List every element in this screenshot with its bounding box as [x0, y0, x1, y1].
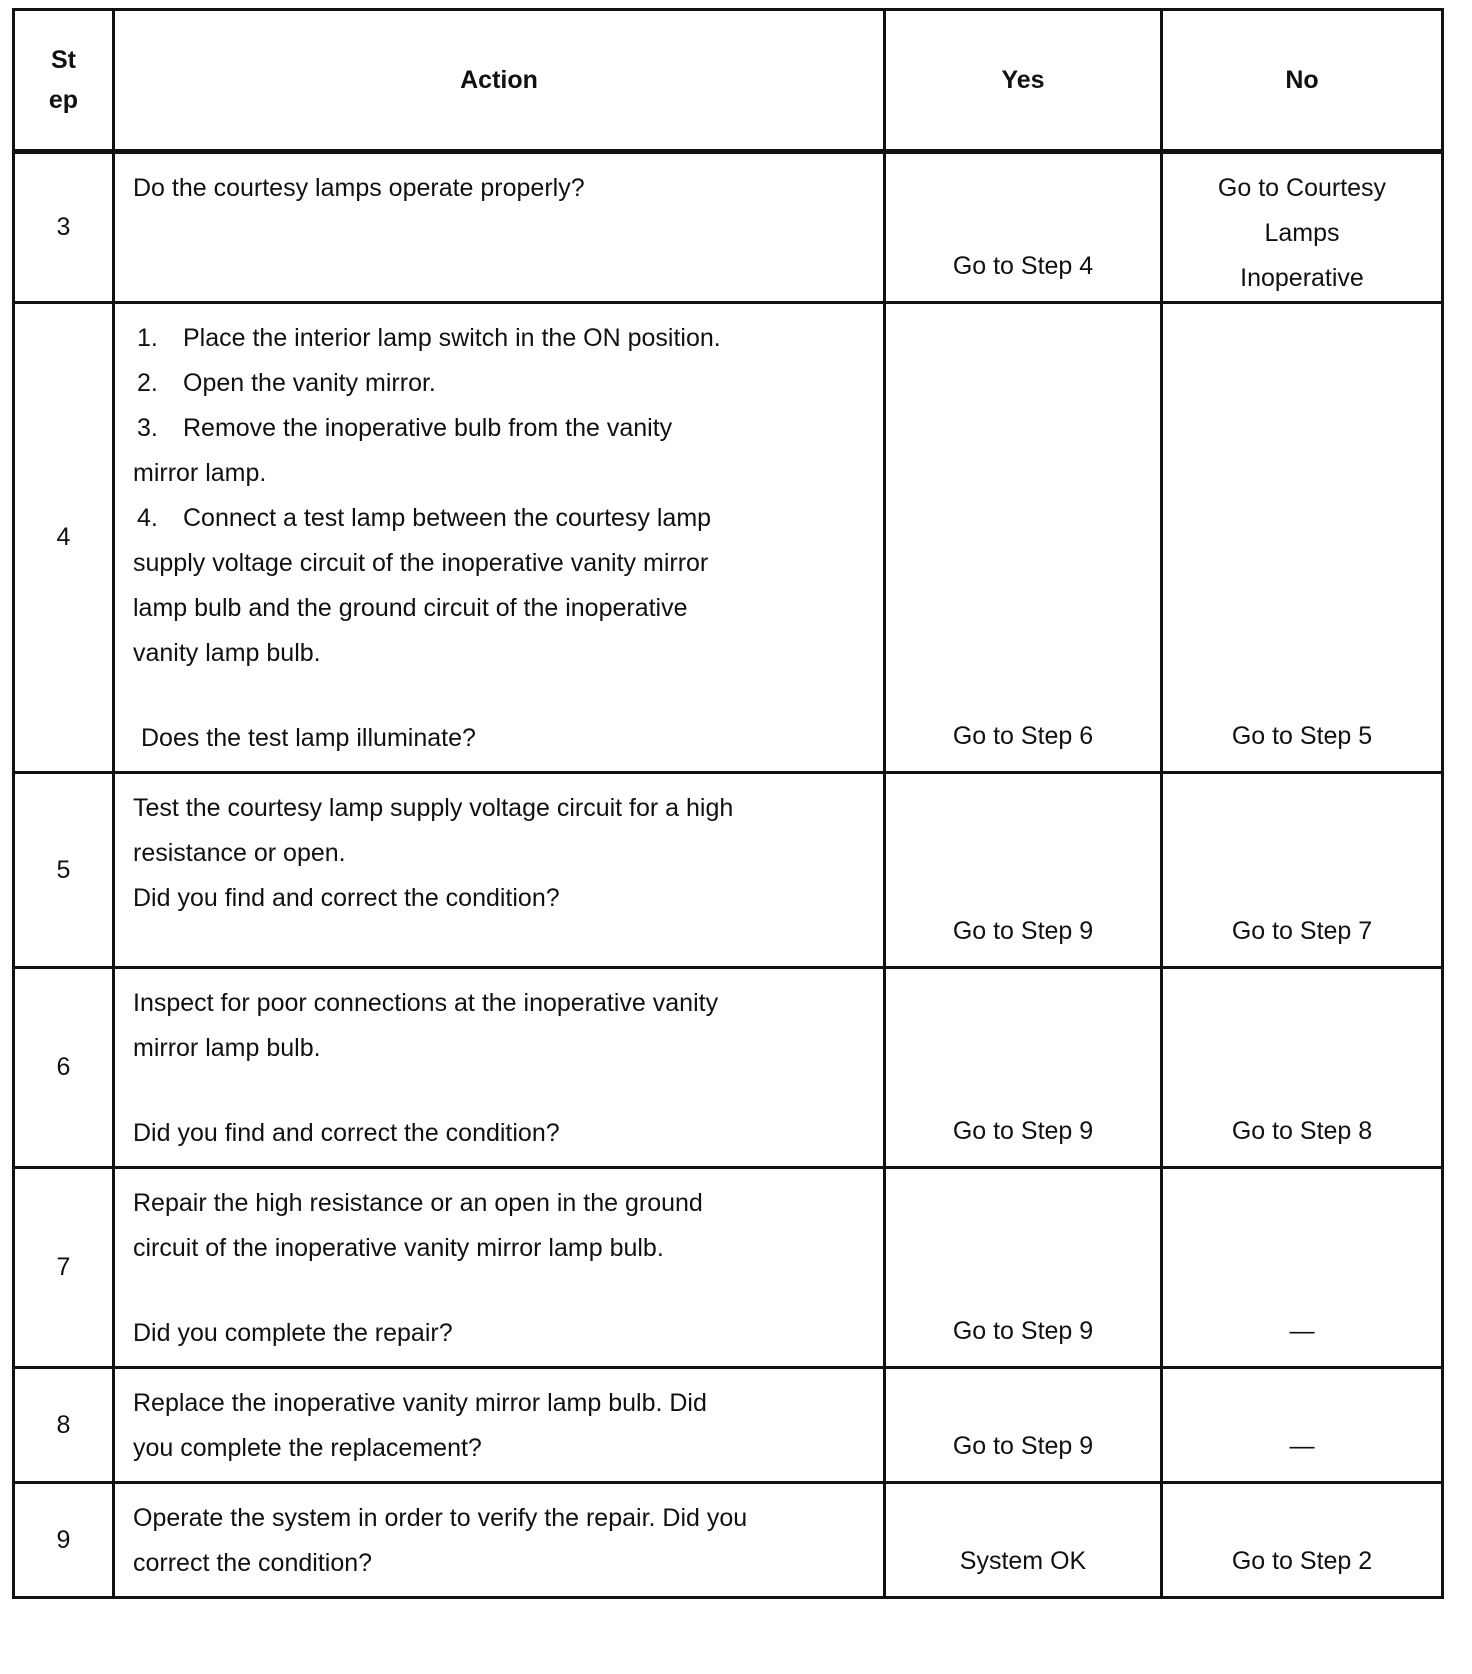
header-step: [14, 10, 114, 152]
action-cell: [114, 773, 885, 968]
no-text: Lamps: [1264, 219, 1340, 247]
list-item-continuation: supply voltage circuit of the inoperative vanity mirror: [133, 549, 709, 577]
no-cell: Go to Step 2: [1162, 1483, 1443, 1598]
action-text: Replace the inoperative vanity mirror lamp bulb. Did: [133, 1389, 707, 1417]
spacer: [133, 1271, 867, 1311]
list-item: 1. Place the interior lamp switch in the ON position.: [137, 324, 721, 352]
table-row: [14, 773, 1443, 968]
action-text: Operate the system in order to verify the repair. Did you: [133, 1504, 748, 1532]
no-cell: Go to Step 5: [1162, 303, 1443, 773]
action-text: Did you find and correct the condition?: [133, 884, 560, 912]
yes-cell: Go to Step 9: [885, 968, 1162, 1168]
no-text: Go to Courtesy: [1217, 174, 1387, 202]
no-text: Inoperative: [1240, 264, 1364, 292]
action-cell: [114, 968, 885, 1168]
question-text: Did you complete the repair?: [133, 1319, 453, 1347]
list-item-continuation: vanity lamp bulb.: [133, 639, 321, 667]
table-row: [14, 1483, 1443, 1598]
yes-cell: Go to Step 9: [885, 1168, 1162, 1368]
action-cell: [114, 152, 885, 303]
yes-cell: Go to Step 9: [885, 1368, 1162, 1483]
yes-cell: Go to Step 6: [885, 303, 1162, 773]
action-text: Inspect for poor connections at the inoperative vanity: [133, 989, 719, 1017]
spacer: [133, 1071, 867, 1111]
action-text: Test the courtesy lamp supply voltage circuit for a high: [133, 794, 734, 822]
header-no: No: [1162, 10, 1443, 152]
step-number: 8: [14, 1368, 114, 1483]
action-text: you complete the replacement?: [133, 1434, 482, 1462]
yes-cell: System OK: [885, 1483, 1162, 1598]
table-row: [14, 1168, 1443, 1368]
table-row: [14, 968, 1443, 1168]
table-row: [14, 152, 1443, 303]
no-cell: [1162, 152, 1443, 303]
action-cell: [114, 303, 885, 773]
step-number: 9: [14, 1483, 114, 1598]
list-item-continuation: lamp bulb and the ground circuit of the inoperative: [133, 594, 688, 622]
step-number: 4: [14, 303, 114, 773]
list-item: 3. Remove the inoperative bulb from the vanity: [137, 414, 673, 442]
list-item-continuation: mirror lamp.: [133, 459, 267, 487]
action-cell: [114, 1168, 885, 1368]
table-row: [14, 1368, 1443, 1483]
header-row: [14, 10, 1443, 152]
action-text: Repair the high resistance or an open in the ground: [133, 1189, 703, 1217]
no-cell: Go to Step 7: [1162, 773, 1443, 968]
spacer: [133, 676, 867, 716]
list-item-text: Connect a test lamp between the courtesy lamp: [183, 504, 712, 532]
header-action: Action: [114, 10, 885, 152]
action-text: resistance or open.: [133, 839, 346, 867]
action-text: circuit of the inoperative vanity mirror lamp bulb.: [133, 1234, 664, 1262]
no-cell: —: [1162, 1168, 1443, 1368]
list-item: 4. Connect a test lamp between the courtesy lamp: [137, 504, 712, 532]
list-item-text: Remove the inoperative bulb from the vanity: [183, 414, 673, 442]
table-row: [14, 303, 1443, 773]
list-item-text: Open the vanity mirror.: [183, 369, 436, 397]
yes-cell: Go to Step 9: [885, 773, 1162, 968]
diagnostic-table: [12, 8, 1444, 1599]
yes-cell: Go to Step 4: [885, 152, 1162, 303]
step-number: 7: [14, 1168, 114, 1368]
header-step-line-1: St: [51, 46, 76, 74]
action-text: mirror lamp bulb.: [133, 1034, 321, 1062]
header-yes: Yes: [885, 10, 1162, 152]
diagnostic-table-container: [12, 8, 1444, 1599]
question-text: Did you find and correct the condition?: [133, 1119, 560, 1147]
step-number: 5: [14, 773, 114, 968]
action-text: correct the condition?: [133, 1549, 373, 1577]
step-number: 3: [14, 152, 114, 303]
action-cell: [114, 1483, 885, 1598]
question-text: Does the test lamp illuminate?: [141, 724, 476, 752]
list-item: 2. Open the vanity mirror.: [137, 369, 436, 397]
no-cell: —: [1162, 1368, 1443, 1483]
action-cell: [114, 1368, 885, 1483]
action-text: Do the courtesy lamps operate properly?: [133, 174, 585, 202]
header-step-line-2: ep: [48, 86, 79, 114]
step-number: 6: [14, 968, 114, 1168]
no-cell: Go to Step 8: [1162, 968, 1443, 1168]
list-item-text: Place the interior lamp switch in the ON position.: [183, 324, 721, 352]
